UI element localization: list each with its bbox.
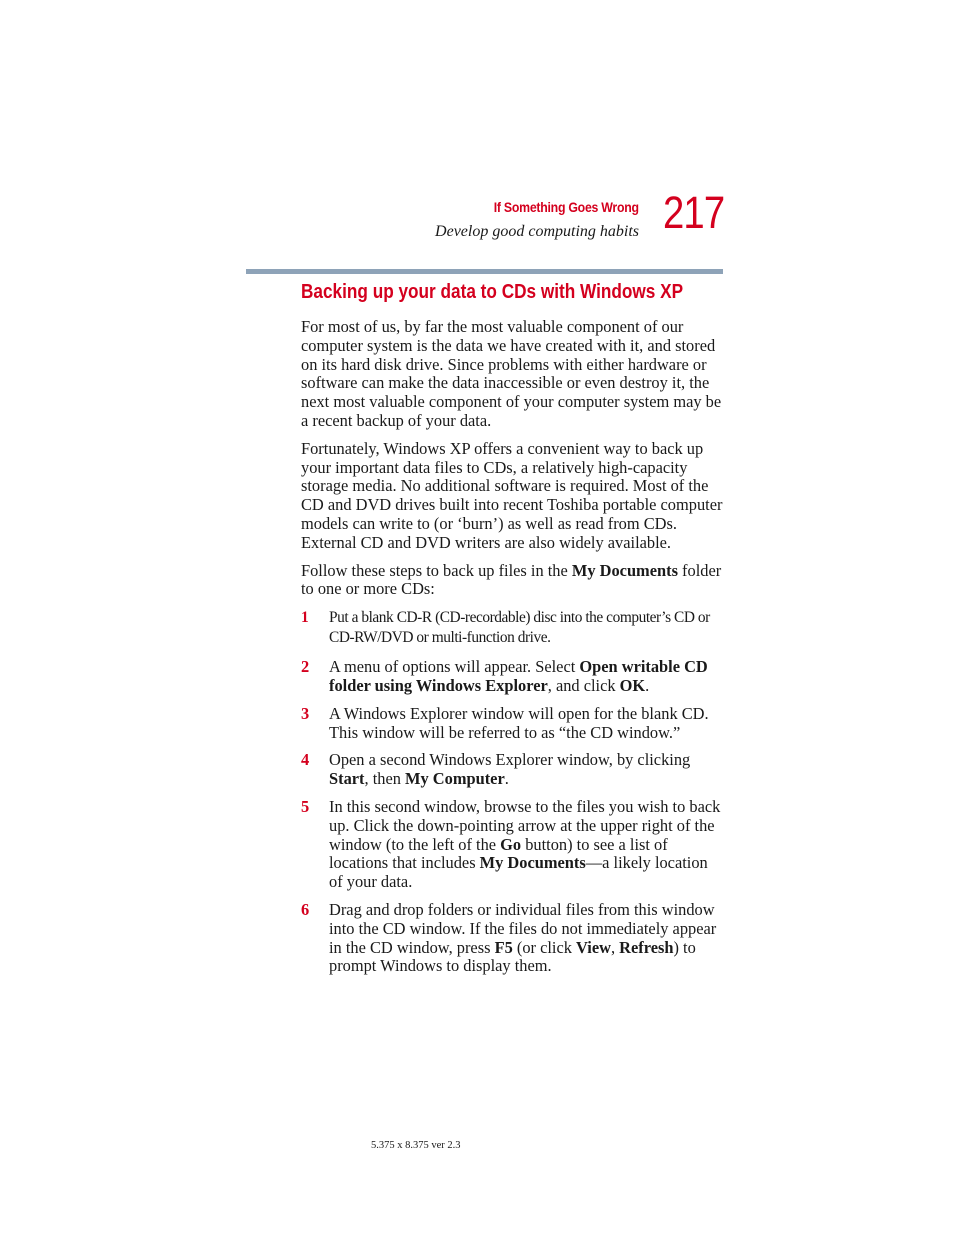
- step-number: 4: [301, 750, 310, 770]
- step-6: 6 Drag and drop folders or individual files from this window into the CD window. If the files do not immediately appear in the CD window, press F5 (or click View, Refresh) to prompt Windows to display them.: [301, 899, 717, 976]
- step-number: 3: [301, 703, 310, 723]
- page-footer: 5.375 x 8.375 ver 2.3: [371, 1140, 461, 1151]
- step-3: [301, 705, 725, 743]
- step-2: 2 A menu of options will appear. Select Open writable CD folder using Windows Explorer, and click OK.: [301, 657, 708, 695]
- section-title: Backing up your data to CDs with Windows XP: [301, 281, 684, 303]
- running-header-section: Develop good computing habits: [435, 223, 639, 240]
- step-text: A Windows Explorer window will open for the blank CD. This window will be referred to as “the CD window.”: [329, 703, 709, 742]
- page-number: 217: [663, 187, 725, 238]
- step-1: [301, 608, 725, 648]
- step-number: 5: [301, 796, 310, 816]
- body-text: [301, 318, 725, 985]
- step-4: 4 Open a second Windows Explorer window, by clicking Start, then My Computer.: [301, 750, 691, 789]
- paragraph: Fortunately, Windows XP offers a convenient way to back up your important data files to CDs, a relatively high-capacity storage media. No additional software is required. Most of the CD and DVD drives built into recent Toshiba portable computer models can write to (or ‘burn’) as well as read from CDs. External CD and DVD writers are also widely available.: [301, 438, 723, 552]
- step-5: 5 In this second window, browse to the files you wish to back up. Click the down-pointing arrow at the upper right of the window (to the left of the Go button) to see a list of locations that includes My Documents—a likely location of your data.: [301, 796, 721, 892]
- steps-intro: Follow these steps to back up files in the My Documents folder to one or more CDs:: [301, 560, 722, 599]
- step-number: 6: [301, 899, 310, 919]
- step-text: Put a blank CD-R (CD-recordable) disc into the computer’s CD or CD-RW/DVD or multi-function drive.: [329, 609, 710, 647]
- header-divider: [246, 269, 723, 274]
- paragraph: For most of us, by far the most valuable component of our computer system is the data we have created with it, and stored on its hard disk drive. Since problems with either hardware or software can make the data inaccessible or even destroy it, the next most valuable component of your computer system may be a recent backup of your data.: [301, 317, 722, 430]
- folder-name: My Documents: [571, 560, 678, 580]
- step-number: 2: [301, 657, 310, 677]
- step-list: [301, 608, 725, 976]
- running-header-chapter: If Something Goes Wrong: [494, 199, 639, 215]
- step-number: 1: [301, 609, 309, 627]
